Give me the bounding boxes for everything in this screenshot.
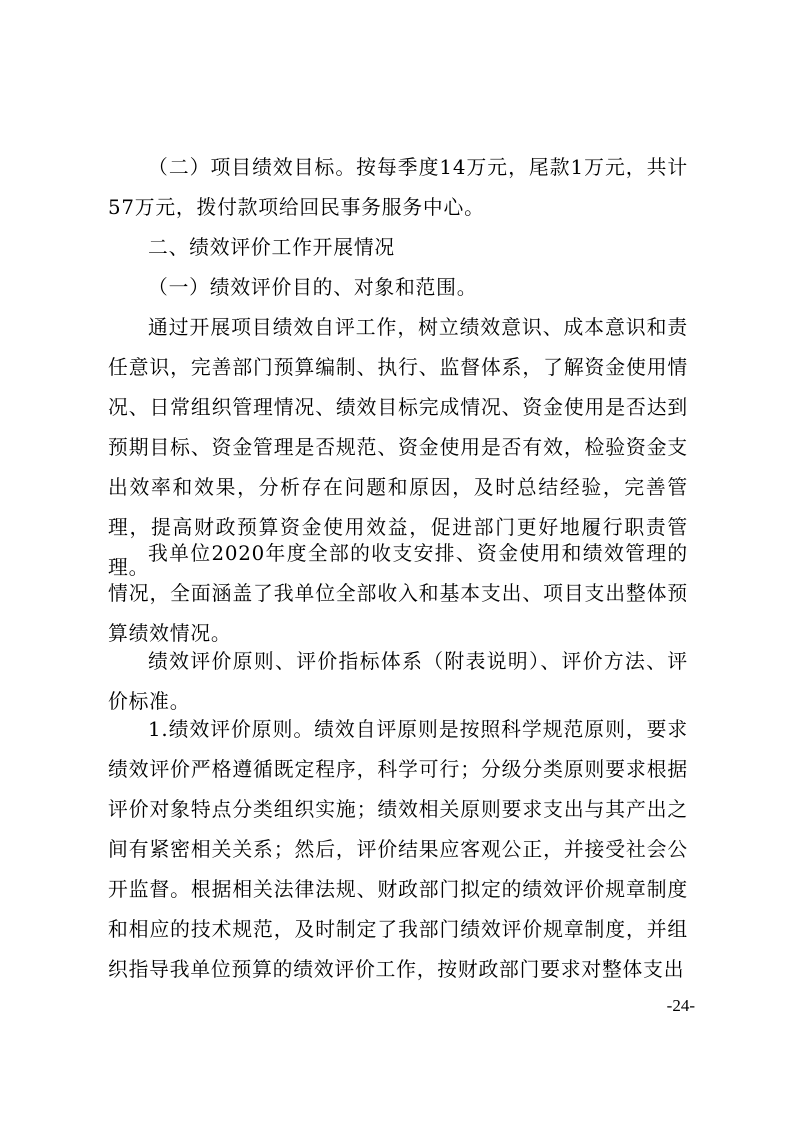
paragraph-project-goal: （二）项目绩效目标。按每季度14万元，尾款1万元，共计57万元，拨付款项给回民事务服务中心。: [108, 156, 688, 219]
paragraph-scope: 我单位2020年度全部的收支安排、资金使用和绩效管理的情况，全面涵盖了我单位全部收入和基本支出、项目支出整体预算绩效情况。: [108, 542, 688, 645]
page-number: -24-: [666, 996, 695, 1015]
paragraph-principles-list: 绩效评价原则、评价指标体系（附表说明）、评价方法、评价标准。: [108, 650, 688, 713]
paragraph-principles-detail: 1.绩效评价原则。绩效自评原则是按照科学规范原则，要求绩效评价严格遵循既定程序，科学可行；分级分类原则要求根据评价对象特点分类组织实施；绩效相关原则要求支出与其产出之间有紧密相关关系；然后，评价结果应客观公正，并接受社会公开监督。根据相关法律法规、财政部门拟定的绩效评价规章制度和相应的技术规范，及时制定了我部门绩效评价规章制度，并组织指导我单位预算的绩效评价工作，按财政部门要求对整体支出: [108, 718, 688, 981]
section-heading-evaluation: 二、绩效评价工作开展情况: [148, 236, 395, 259]
subsection-heading-purpose: （一）绩效评价目的、对象和范围。: [148, 276, 478, 299]
paragraph-self-evaluation: 通过开展项目绩效自评工作，树立绩效意识、成本意识和责任意识，完善部门预算编制、执行、监督体系，了解资金使用情况、日常组织管理情况、绩效目标完成情况、资金使用是否达到预期目标、资金管理是否规范、资金使用是否有效，检验资金支出效率和效果，分析存在问题和原因，及时总结经验，完善管理，提高财政预算资金使用效益，促进部门更好地履行职责管理。: [108, 316, 688, 579]
